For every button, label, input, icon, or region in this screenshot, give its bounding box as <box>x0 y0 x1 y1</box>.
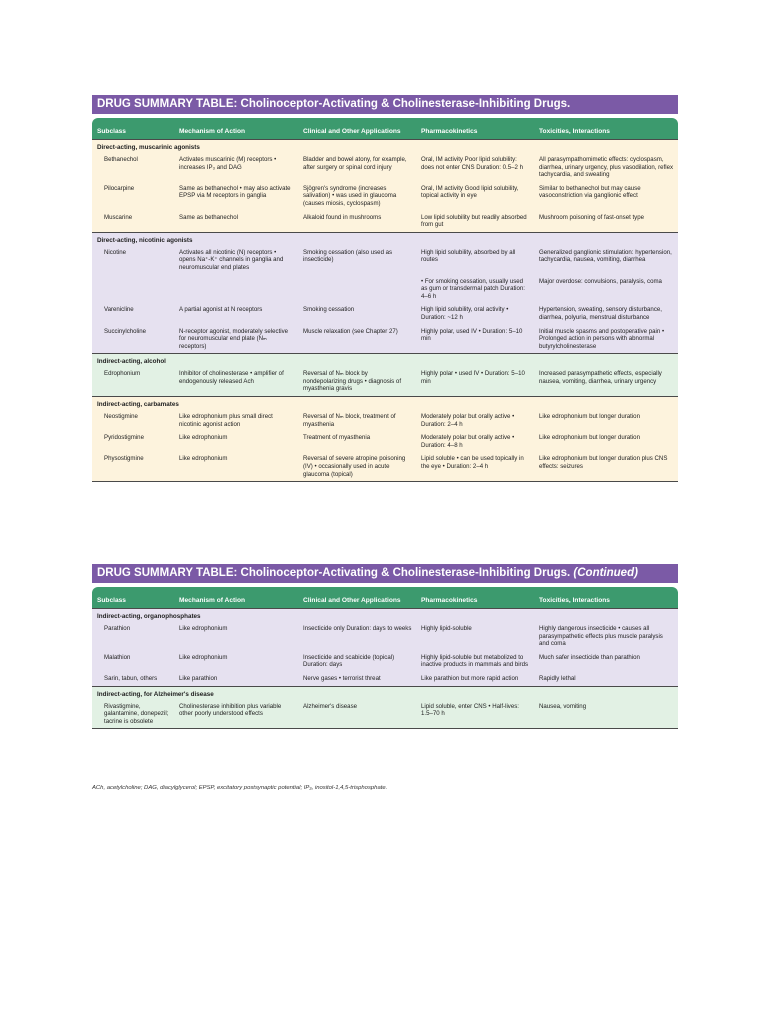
cell-pharmacokinetics: High lipid solubility, oral activity • Duration: ~12 h <box>421 306 509 321</box>
header-applications: Clinical and Other Applications <box>303 597 401 604</box>
cell-pharmacokinetics: Moderately polar but orally active • Duration: 2–4 h <box>421 413 515 428</box>
cell-subclass: Nicotine <box>104 248 127 256</box>
drug-group <box>92 139 678 232</box>
cell-subclass: Neostigmine <box>104 413 138 421</box>
cell-mechanism: Same as bethanechol <box>179 213 238 221</box>
cell-applications <box>298 278 416 301</box>
table-row <box>92 153 678 182</box>
cell-applications: Muscle relaxation (see Chapter 27) <box>303 327 398 335</box>
cell-pharmacokinetics: Low lipid solubility but readily absorbed from gut <box>421 213 527 229</box>
group-title: Indirect-acting, for Alzheimer's disease <box>97 690 214 698</box>
cell-subclass: Parathion <box>104 625 131 632</box>
cell-toxicities: All parasympathomimetic effects: cyclospasm, diarrhea, urinary urgency, plus vasodilation, reflex tachycardia, and sweating <box>539 156 674 179</box>
header-mechanism: Mechanism of Action <box>179 128 246 135</box>
header-subclass: Subclass <box>97 597 126 604</box>
table-row <box>92 452 678 481</box>
cell-pharmacokinetics: Lipid soluble • can be used topically in the eye • Duration: 2–4 h <box>421 455 524 471</box>
cell-subclass: Sarin, tabun, others <box>104 674 158 682</box>
drug-group <box>92 353 678 396</box>
cell-mechanism <box>174 278 298 301</box>
group-title: Direct-acting, muscarinic agonists <box>97 144 200 151</box>
cell-toxicities: Highly dangerous insecticide • causes all parasympathetic effects plus muscle paralysis and coma <box>539 625 663 648</box>
table-row <box>92 700 678 729</box>
header-subclass: Subclass <box>97 128 126 135</box>
cell-mechanism: Inhibitor of cholinesterase • amplifier of endogenously released Ach <box>179 370 284 385</box>
cell-subclass: Malathion <box>104 653 131 661</box>
footnote: ACh, acetylcholine; DAG, diacylglycerol; EPSP, excitatory postsynaptic potential; IP₃, inositol-1,4,5-trisphosphate. <box>92 785 388 791</box>
cell-pharmacokinetics: Moderately polar but orally active • Duration: 4–8 h <box>421 434 515 449</box>
cell-subclass: Rivastigmine, galantamine, donepezil; tacrine is obsolete <box>104 702 169 725</box>
table-body <box>92 608 678 729</box>
cell-mechanism: Like edrophonium <box>179 434 228 442</box>
cell-mechanism: A partial agonist at N receptors <box>179 306 263 314</box>
cell-mechanism: Activates all nicotinic (N) receptors • opens Na⁺-K⁺ channels in ganglia and neuromuscular end plates <box>179 248 284 271</box>
cell-subclass <box>92 278 174 301</box>
group-title: Indirect-acting, carbamates <box>97 401 179 409</box>
group-title: Indirect-acting, organophosphates <box>97 613 201 620</box>
cell-pharmacokinetics: Highly polar • used IV • Duration: 5–10 min <box>421 370 525 385</box>
cell-subclass: Bethanechol <box>104 156 138 163</box>
drug-summary-table-2 <box>92 564 678 729</box>
cell-applications: Sjögren's syndrome (increases salivation) • was used in glaucoma (causes miosis, cyclospasm) <box>303 184 397 207</box>
header-pharmacokinetics: Pharmacokinetics <box>421 128 478 135</box>
table-bottom-rule <box>92 481 678 482</box>
drug-group <box>92 396 678 481</box>
header-pharmacokinetics: Pharmacokinetics <box>421 597 478 604</box>
cell-subclass: Edrophonium <box>104 370 141 378</box>
cell-toxicities: Similar to bethanechol but may cause vasoconstriction via ganglionic effect <box>539 184 641 200</box>
cell-mechanism: Like parathion <box>179 674 218 682</box>
table-row <box>92 651 678 672</box>
cell-mechanism: N-receptor agonist, moderately selective for neuromuscular end plate (Nₘ receptors) <box>179 327 289 350</box>
table-row <box>92 246 678 275</box>
cell-pharmacokinetics: • For smoking cessation, usually used as gum or transdermal patch Duration: 4–6 h <box>421 277 525 300</box>
cell-mechanism: Like edrophonium plus small direct nicotinic agonist action <box>179 413 273 428</box>
cell-applications: Nerve gases • terrorist threat <box>303 674 381 682</box>
table-title: DRUG SUMMARY TABLE: Cholinoceptor-Activating & Cholinesterase-Inhibiting Drugs. (Continued) <box>92 564 678 583</box>
table-header <box>92 587 678 608</box>
cell-toxicities: Generalized ganglionic stimulation: hypertension, tachycardia, nausea, vomiting, diarrhea <box>539 248 672 264</box>
cell-mechanism: Like edrophonium <box>179 455 228 463</box>
cell-toxicities: Nausea, vomiting <box>539 702 587 710</box>
cell-toxicities: Like edrophonium but longer duration plus CNS effects: seizures <box>539 455 668 471</box>
cell-toxicities: Like edrophonium but longer duration <box>539 413 640 421</box>
cell-applications: Alzheimer's disease <box>303 702 357 710</box>
cell-mechanism: Like edrophonium <box>179 653 228 661</box>
cell-applications: Reversal of severe atropine poisoning (IV) • occasionally used in acute glaucoma (topical) <box>303 455 406 478</box>
cell-toxicities: Initial muscle spasms and postoperative pain • Prolonged action in persons with abnormal butyrylcholinesterase <box>539 327 665 350</box>
cell-pharmacokinetics: Highly lipid-soluble but metabolized to inactive products in mammals and birds <box>421 653 529 669</box>
cell-mechanism: Like edrophonium <box>179 625 228 632</box>
cell-toxicities: Increased parasympathetic effects, especially nausea, vomiting, diarrhea, urinary urgency <box>539 370 662 385</box>
cell-applications: Insecticide and scabicide (topical) Duration: days <box>303 653 395 669</box>
cell-subclass: Pyridostigmine <box>104 434 144 442</box>
drug-group <box>92 686 678 729</box>
cell-subclass: Succinylcholine <box>104 327 147 335</box>
table-row <box>92 182 678 211</box>
group-title: Direct-acting, nicotinic agonists <box>97 236 193 244</box>
cell-pharmacokinetics: Oral, IM activity Good lipid solubility, topical activity in eye <box>421 184 519 200</box>
cell-mechanism: Same as bethanechol • may also activate EPSP via M receptors in ganglia <box>179 184 291 200</box>
table-row <box>92 275 678 304</box>
header-mechanism: Mechanism of Action <box>179 597 246 604</box>
cell-pharmacokinetics: Highly polar, used IV • Duration: 5–10 min <box>421 327 523 343</box>
cell-pharmacokinetics: Like parathion but more rapid action <box>421 674 519 682</box>
header-toxicities: Toxicities, Interactions <box>539 128 610 135</box>
title-continued: (Continued) <box>573 567 638 579</box>
header-toxicities: Toxicities, Interactions <box>539 597 610 604</box>
drug-group <box>92 608 678 686</box>
cell-toxicities: Hypertension, sweating, sensory disturbance, diarrhea, polyuria, menstrual disturbance <box>539 306 662 321</box>
cell-mechanism: Activates muscarinic (M) receptors • increases IP₃ and DAG <box>179 156 277 171</box>
table-row <box>92 325 678 354</box>
cell-toxicities: Like edrophonium but longer duration <box>539 434 640 442</box>
cell-toxicities: Major overdose: convulsions, paralysis, coma <box>539 277 662 285</box>
cell-pharmacokinetics: High lipid solubility, absorbed by all routes <box>421 248 516 264</box>
cell-mechanism: Cholinesterase inhibition plus variable other poorly understood effects <box>179 702 282 718</box>
cell-pharmacokinetics: Highly lipid-soluble <box>421 625 472 632</box>
table-row <box>92 211 678 232</box>
drug-group <box>92 232 678 354</box>
cell-toxicities: Rapidly lethal <box>539 674 576 682</box>
cell-applications: Smoking cessation <box>303 306 355 314</box>
table-body <box>92 139 678 482</box>
table-row <box>92 672 678 686</box>
cell-applications: Alkaloid found in mushrooms <box>303 213 382 221</box>
table-row <box>92 431 678 452</box>
cell-subclass: Pilocarpine <box>104 184 135 192</box>
cell-subclass: Muscarine <box>104 213 133 221</box>
table-header <box>92 118 678 139</box>
cell-pharmacokinetics: Oral, IM activity Poor lipid solubility: does not enter CNS Duration: 0.5–2 h <box>421 156 523 171</box>
cell-toxicities: Much safer insecticide than parathion <box>539 653 640 661</box>
table-row <box>92 303 678 324</box>
cell-applications: Reversal of Nₘ block, treatment of myasthenia <box>303 413 396 428</box>
cell-pharmacokinetics: Lipid soluble, enter CNS • Half-lives: 1.5–70 h <box>421 702 519 718</box>
cell-applications: Treatment of myasthenia <box>303 434 371 442</box>
cell-applications: Bladder and bowel atony, for example, after surgery or spinal cord injury <box>303 156 407 171</box>
table-title: DRUG SUMMARY TABLE: Cholinoceptor-Activating & Cholinesterase-Inhibiting Drugs. <box>92 95 678 114</box>
table-row <box>92 410 678 431</box>
table-bottom-rule <box>92 728 678 729</box>
cell-toxicities: Mushroom poisoning of fast-onset type <box>539 213 645 221</box>
drug-summary-table-1 <box>92 95 678 482</box>
table-row <box>92 367 678 396</box>
cell-subclass: Varenicline <box>104 306 134 314</box>
header-applications: Clinical and Other Applications <box>303 128 401 135</box>
table-row <box>92 622 678 651</box>
group-title: Indirect-acting, alcohol <box>97 358 166 366</box>
cell-applications: Smoking cessation (also used as insecticide) <box>303 248 393 264</box>
cell-subclass: Physostigmine <box>104 455 144 463</box>
cell-applications: Reversal of Nₘ block by nondepolarizing drugs • diagnosis of myasthenia gravis <box>303 370 402 393</box>
cell-applications: Insecticide only Duration: days to weeks <box>303 625 412 632</box>
